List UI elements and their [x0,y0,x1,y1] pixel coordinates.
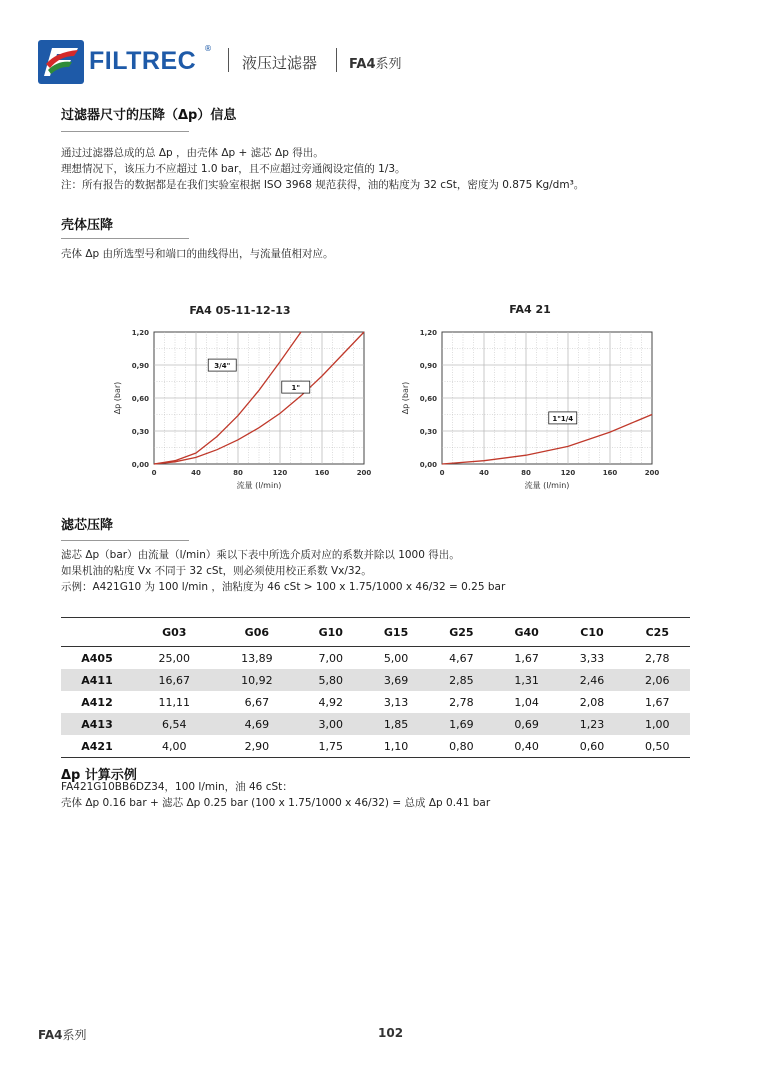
series-label: 1" [291,384,301,393]
column-header [61,618,133,647]
table-cell: 3,00 [298,713,363,735]
x-tick-label: 40 [191,469,201,477]
table-cell: 10,92 [216,669,299,691]
footer-series-suffix: 系列 [62,1028,87,1042]
table-cell: 6,54 [133,713,216,735]
table-row [61,713,690,735]
table-cell: 1,00 [625,713,690,735]
table-cell: 2,85 [429,669,494,691]
section-rule [61,131,189,132]
table-cell: 13,89 [241,651,273,665]
x-tick-label: 200 [644,469,660,477]
registered-mark: ® [204,44,212,53]
paragraph-line: 注：所有报告的数据都是在我们实验室根据 ISO 3968 规范获得，油的粘度为 32 cSt，密度为 0.875 Kg/dm³。 [61,179,585,191]
row-header: A411 [61,669,133,691]
column-header: G10 [298,618,363,647]
y-tick-label: 0,00 [419,461,437,469]
section-rule [61,540,189,541]
column-header: C25 [625,618,690,647]
series-label: 3/4" [214,362,231,371]
table-cell: 4,67 [449,651,474,665]
footer-series [38,1026,86,1043]
y-tick-label: 1,20 [419,329,437,337]
section-title-pressure-drop: 过滤器尺寸的压降（Δp）信息 [61,108,237,123]
column-header: G06 [216,618,299,647]
x-tick-label: 120 [272,469,288,477]
x-tick-label: 160 [314,469,330,477]
table-cell: 5,80 [298,669,363,691]
brand-name: FILTREC [89,47,197,75]
paragraph-line: 示例：A421G10 为 100 l/min ，油粘度为 46 cSt > 100 x 1.75/1000 x 46/32 = 0.25 bar [61,581,506,593]
coefficient-table [61,617,690,758]
table-cell: 0,50 [625,735,690,758]
table-cell: 3,33 [579,651,605,665]
table-cell: 4,00 [133,735,216,758]
paragraph-line: 通过过滤器总成的总 Δp ，由壳体 Δp + 滤芯 Δp 得出。 [61,147,324,159]
header-series [349,53,402,72]
x-tick-label: 120 [560,469,576,477]
table-cell: 2,78 [645,651,670,665]
table-cell: 0,60 [559,735,624,758]
column-header: G25 [429,618,494,647]
example-line: FA421G10BB6DZ34，100 l/min，油 46 cSt： [61,781,293,793]
header-divider-2 [336,48,337,72]
table-cell: 4,92 [318,695,344,709]
x-tick-label: 80 [233,469,243,477]
table-row [61,691,690,713]
x-tick-label: 0 [151,469,157,477]
table-cell: 2,08 [579,695,605,709]
y-tick-label: 0,30 [419,428,437,436]
table-cell: 3,69 [363,669,428,691]
x-tick-label: 160 [602,469,618,477]
x-axis-label: 流量 (l/min) [236,481,282,490]
paragraph-line: 滤芯 Δp（bar）由流量（l/min）乘以下表中所选介质对应的系数并除以 1000 得出。 [61,549,460,561]
table-cell: 1,67 [645,695,670,709]
row-header: A413 [61,713,133,735]
series-suffix: 系列 [375,57,402,72]
table-cell: 2,90 [216,735,299,758]
column-header: G03 [133,618,216,647]
table-cell: 6,67 [244,695,270,709]
table-row [61,735,690,758]
x-tick-label: 40 [479,469,489,477]
table-cell: 1,31 [494,669,559,691]
chart-title: FA4 05-11-12-13 [189,304,291,317]
column-header: C10 [559,618,624,647]
table-header-row [61,618,690,647]
paragraph-line: 如果机油的粘度 Vx 不同于 32 cSt，则必须使用校正系数 Vx/32。 [61,565,372,577]
table-cell: 11,11 [158,695,191,709]
table-cell: 2,78 [449,695,474,709]
x-tick-label: 0 [439,469,445,477]
table-cell: 1,10 [363,735,428,758]
x-tick-label: 200 [356,469,372,477]
row-header: A412 [81,695,113,709]
table-cell: 25,00 [158,651,191,665]
paragraph-line: 理想情况下，该压力不应超过 1.0 bar，且不应超过旁通阀设定值的 1/3。 [61,163,406,175]
table-cell: 1,04 [514,695,539,709]
x-tick-label: 80 [521,469,531,477]
y-tick-label: 0,30 [131,428,149,436]
header-section-title: 液压过滤器 [242,54,318,72]
table-cell: 1,67 [514,651,539,665]
footer-series-code: FA4 [38,1028,63,1042]
table-cell: 3,13 [383,695,409,709]
table-cell: 1,75 [298,735,363,758]
table-cell: 0,80 [429,735,494,758]
table-cell: 2,06 [625,669,690,691]
table-cell: 0,40 [494,735,559,758]
y-tick-label: 0,90 [419,362,437,370]
section-title-element: 滤芯压降 [61,518,114,533]
table-cell: 4,69 [216,713,299,735]
table-cell: 7,00 [318,651,344,665]
filtrec-logo-icon [38,40,84,84]
example-title: Δp 计算示例 [61,768,137,783]
header-divider [228,48,229,72]
table-row [61,669,690,691]
y-axis-label: Δp (bar) [113,381,122,415]
table-cell: 2,46 [559,669,624,691]
y-tick-label: 0,90 [131,362,149,370]
table-cell: 1,69 [429,713,494,735]
table-cell: 1,85 [363,713,428,735]
y-tick-label: 0,60 [419,395,437,403]
section-title-housing: 壳体压降 [61,218,114,233]
page-number: 102 [378,1026,404,1040]
row-header: A405 [81,651,113,665]
table-cell: 0,69 [494,713,559,735]
example-line: 壳体 Δp 0.16 bar + 滤芯 Δp 0.25 bar (100 x 1.75/1000 x 46/32) = 总成 Δp 0.41 bar [61,797,491,809]
housing-chart-fa4-21 [396,322,668,494]
y-tick-label: 1,20 [131,329,149,337]
chart-title: FA4 21 [509,303,551,316]
section-rule [61,238,189,239]
table-cell: 1,23 [559,713,624,735]
column-header: G15 [363,618,428,647]
table-cell: 16,67 [133,669,216,691]
housing-chart-fa4-05 [108,322,380,494]
row-header: A421 [61,735,133,758]
table-cell: 5,00 [383,651,409,665]
table-row [61,647,690,670]
series-code: FA4 [349,57,376,72]
series-label: 1"1/4 [552,414,574,423]
column-header: G40 [494,618,559,647]
y-axis-label: Δp (bar) [401,381,410,415]
paragraph-line: 壳体 Δp 由所选型号和端口的曲线得出，与流量值相对应。 [61,248,334,260]
y-tick-label: 0,60 [131,395,149,403]
x-axis-label: 流量 (l/min) [524,481,570,490]
y-tick-label: 0,00 [131,461,149,469]
